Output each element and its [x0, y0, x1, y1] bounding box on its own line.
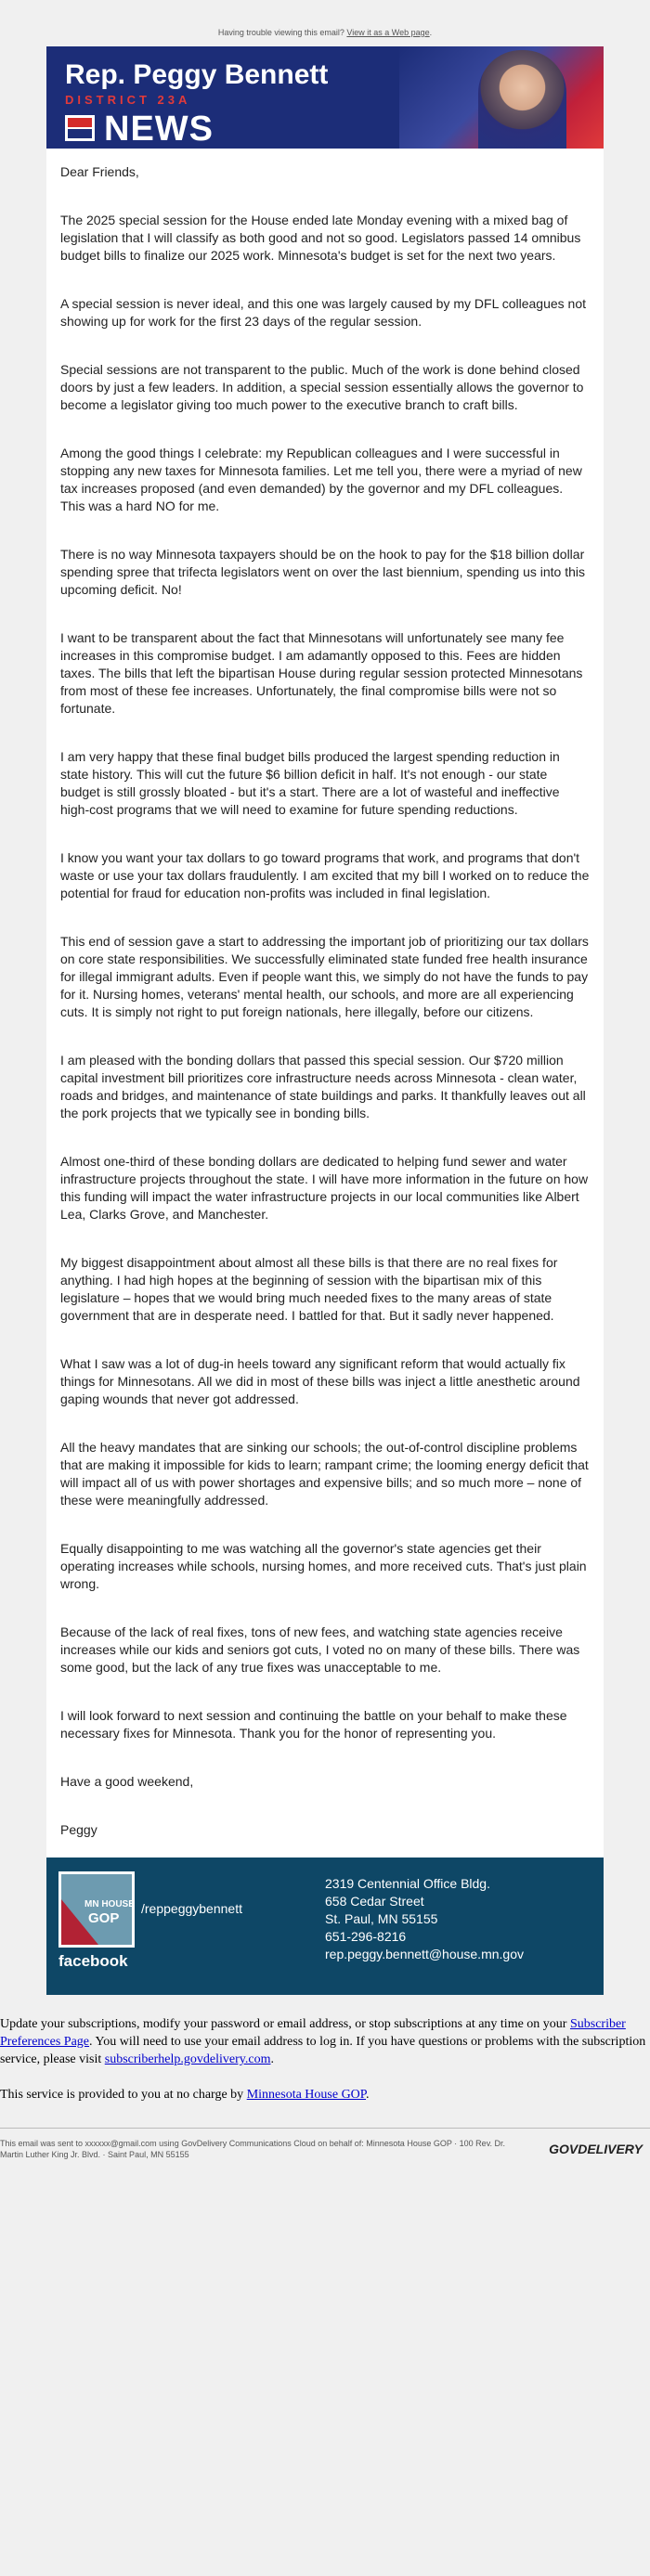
body-paragraph: My biggest disappointment about almost all these bills is that there are no real fixes for anything. I had high hopes at the beginning of session with the bipartisan mix of this legislature – hopes that we would bring much needed fixes to the many areas of state government that are in desperate need. I battled for that. But it sadly never happened. [60, 1255, 558, 1323]
email-address-link[interactable]: rep.peggy.bennett@house.mn.gov [325, 1947, 524, 1961]
representative-portrait [478, 50, 566, 149]
body-paragraph: Because of the lack of real fixes, tons of new fees, and watching state agencies receive increases while our kids and seniors got cuts, I voted no on many of these bills. There was some good, but the lack of any true fixes was unacceptable to me. [60, 1625, 580, 1675]
body-paragraph: There is no way Minnesota taxpayers should be on the hook to pay for the $18 billion dollar spending spree that trifecta legislators went on over the last biennium, spending us into this upcoming deficit. No! [60, 547, 585, 597]
govdelivery-logo[interactable]: GOVDELIVERY [549, 2142, 643, 2156]
body-paragraph: This end of session gave a start to addressing the important job of prioritizing our tax dollars on core state responsibilities. We successfully eliminated state funded free health insurance for illegal immigrant adults. Even if people want this, we simply do not have the funds to pay for it. Nursing homes, veterans' mental health, our schools, and more are all experiencing cuts. It is simply not right to put foreign nationals, here illegally, before our citizens. [60, 934, 589, 1019]
body-paragraph: Among the good things I celebrate: my Republican colleagues and I were successful in stopping any new taxes for Minnesota families. Let me tell you, there were a myriad of new tax increases proposed (and even demanded) by the governor and my DFL colleagues. This was a hard NO for me. [60, 446, 582, 513]
service-notice [0, 2086, 650, 2104]
sent-to-notice: This email was sent to xxxxxx@gmail.com using GovDelivery Communications Cloud on behalf of: Minnesota House GOP · 100 Rev. Dr. Martin Luther King Jr. Blvd. · Saint Paul, MN 55155 [0, 2139, 506, 2159]
address-line: St. Paul, MN 55155 [325, 1911, 438, 1926]
sign-off: Have a good weekend, [60, 1774, 194, 1789]
logo-line1: MN HOUSE [84, 1899, 135, 1909]
signature: Peggy [60, 1822, 98, 1837]
facebook-handle-link[interactable]: /reppeggybennett [141, 1901, 242, 1916]
email-container [46, 46, 604, 1995]
preheader-text: Having trouble viewing this email? [217, 28, 344, 37]
body-paragraph: I am very happy that these final budget bills produced the largest spending reduction in state history. This will cut the future $6 billion deficit in half. It's not enough - our state budget is still grossly bloated - but it's a start. There are a lot of wasteful and ineffective high-cost programs that we will need to examine for future spending reductions. [60, 749, 560, 817]
greeting: Dear Friends, [60, 164, 139, 179]
body-paragraph: I will look forward to next session and continuing the battle on your behalf to make these necessary fixes for Minnesota. Thank you for the honor of representing you. [60, 1708, 567, 1741]
service-text: This service is provided to you at no charge by [0, 2088, 247, 2102]
address-line: 658 Cedar Street [325, 1894, 424, 1909]
body-paragraph: I know you want your tax dollars to go toward programs that work, and programs that don't waste or use your tax dollars fraudulently. I am excited that my bill I worked on to reduce the potential for fraud for education non-profits was included in final legislation. [60, 850, 590, 900]
banner-district: DISTRICT 23A [65, 93, 191, 107]
body-paragraph: Equally disappointing to me was watching all the governor's state agencies get their operating increases while schools, nursing homes, and more received cuts. That's just plain wrong. [60, 1541, 587, 1591]
body-paragraph: I want to be transparent about the fact that Minnesotans will unfortunately see many fee increases in this compromise budget. I am adamantly opposed to this. Fees are hidden taxes. The bills that left the bipartisan House during regular session protected Minnesotans from most of these fee increases. Unfortunately, the final compromise bills were not so fortunate. [60, 630, 583, 716]
logo-line2: GOP [88, 1910, 120, 1926]
banner-news: NEWS [104, 110, 214, 149]
email-body [46, 149, 604, 1858]
office-address [325, 1875, 524, 1963]
house-logo-icon [65, 115, 95, 141]
subscription-text: . [270, 2052, 274, 2066]
govdelivery-bar [0, 2128, 650, 2175]
preheader-end: . [429, 28, 433, 37]
subscriber-help-link[interactable]: subscriberhelp.govdelivery.com [104, 2052, 271, 2066]
phone-number: 651-296-8216 [325, 1929, 407, 1944]
mn-house-gop-link[interactable]: Minnesota House GOP [246, 2088, 367, 2102]
facebook-icon[interactable]: facebook [58, 1952, 128, 1970]
subscription-notice [0, 2015, 650, 2068]
banner-name: Rep. Peggy Bennett [65, 59, 329, 90]
subscriber-preferences-link[interactable]: Subscriber Preferences Page [0, 2017, 626, 2049]
newsletter-banner [46, 46, 604, 149]
preheader [0, 0, 650, 46]
body-paragraph: All the heavy mandates that are sinking our schools; the out-of-control discipline problems that are making it impossible for kids to learn; rampant crime; the looming energy deficit that will impact all of us with power shortages and expensive bills; and so much more – none of these were meaningfully addressed. [60, 1440, 589, 1508]
view-web-page-link[interactable]: View it as a Web page [346, 28, 430, 37]
mn-house-gop-logo-icon[interactable] [58, 1871, 135, 1948]
address-line: 2319 Centennial Office Bldg. [325, 1876, 490, 1891]
subscription-text: . You will need to use your email address to log in. If you have questions or problems with the subscription service, please visit [0, 2035, 646, 2066]
body-paragraph: Special sessions are not transparent to the public. Much of the work is done behind closed doors by just a few leaders. In addition, a special session essentially allows the governor to become a legislator giving too much power to the executive branch to craft bills. [60, 362, 584, 412]
body-paragraph: A special session is never ideal, and this one was largely caused by my DFL colleagues not showing up for work for the first 23 days of the regular session. [60, 296, 587, 329]
subscription-text: Update your subscriptions, modify your password or email address, or stop subscriptions at any time on your [0, 2017, 570, 2031]
body-paragraph: Almost one-third of these bonding dollars are dedicated to helping fund sewer and water infrastructure projects throughout the state. I will have more information in the future on how this funding will impact the water infrastructure projects in our local communities like Albert Lea, Clarks Grove, and Manchester. [60, 1154, 589, 1222]
contact-footer [46, 1858, 604, 1995]
body-paragraph: The 2025 special session for the House ended late Monday evening with a mixed bag of legislation that I will classify as both good and not so good. Legislators passed 14 omnibus budget bills to finalize our 2025 work. Minnesota's budget is set for the next two years. [60, 213, 581, 263]
body-paragraph: What I saw was a lot of dug-in heels toward any significant reform that would actually fix things for Minnesotans. All we did in most of these bills was inject a little anesthetic around gaping wounds that never got addressed. [60, 1356, 580, 1406]
service-end: . [366, 2088, 370, 2102]
body-paragraph: I am pleased with the bonding dollars that passed this special session. Our $720 million capital investment bill prioritizes core infrastructure needs across Minnesota - clean water, roads and bridges, and maintenance of state buildings and parks. It thankfully leaves out all the pork projects that we typically see in bonding bills. [60, 1053, 586, 1120]
subscription-footer [0, 1995, 650, 2104]
